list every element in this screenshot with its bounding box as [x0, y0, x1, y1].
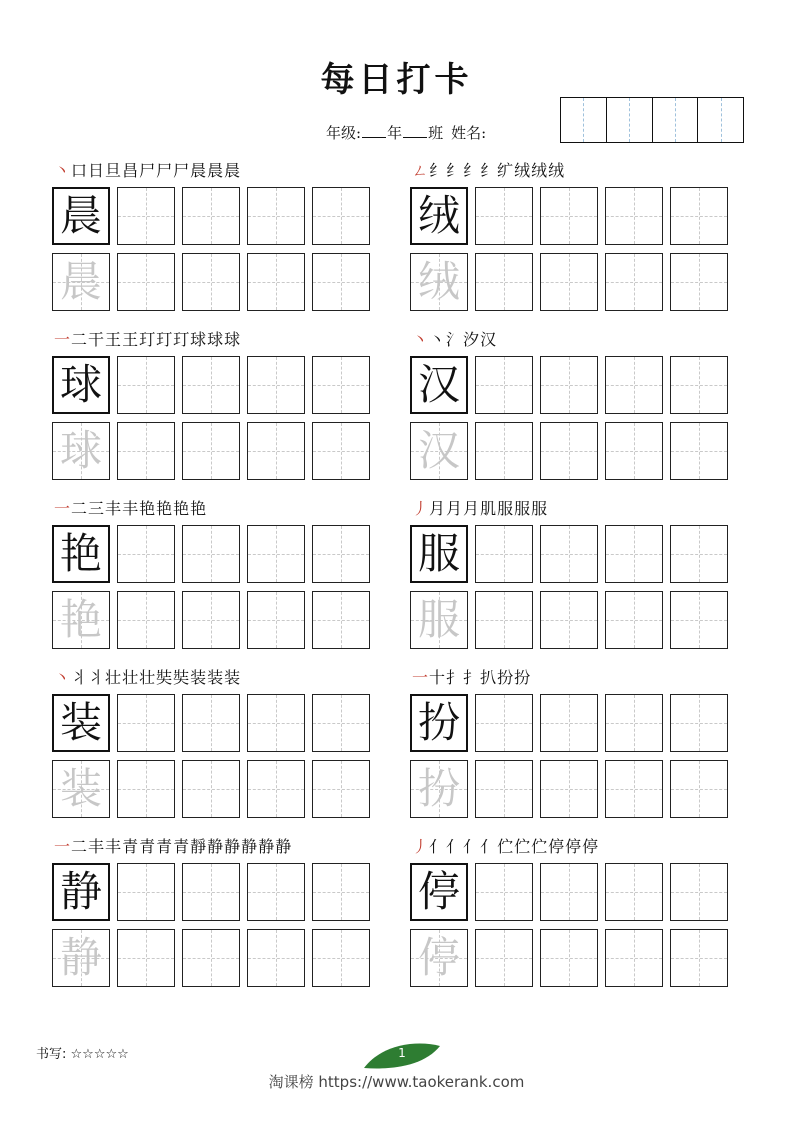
footer-site[interactable]: 淘课榜 https://www.taokerank.com [268, 1073, 525, 1091]
rating-stars[interactable]: ☆☆☆☆☆ [70, 1047, 129, 1062]
trace-character: 静 [59, 933, 102, 982]
stroke-step: 干 [88, 330, 106, 349]
writing-cell[interactable] [540, 591, 598, 649]
stroke-step: 口 [71, 161, 89, 180]
writing-cell[interactable] [117, 356, 175, 414]
writing-cell[interactable] [247, 187, 305, 245]
stroke-step: 一 [54, 837, 72, 856]
writing-cell[interactable] [312, 525, 370, 583]
stroke-step: 扌 [463, 668, 481, 687]
stroke-step: 尸 [139, 161, 157, 180]
writing-cell[interactable] [117, 422, 175, 480]
writing-cell[interactable] [182, 694, 240, 752]
stroke-step: 晨 [207, 161, 225, 180]
writing-cell[interactable] [605, 525, 663, 583]
writing-cell[interactable] [605, 422, 663, 480]
trace-row [52, 253, 377, 311]
writing-cell[interactable] [312, 591, 370, 649]
writing-cell[interactable] [247, 422, 305, 480]
stroke-step: 月 [463, 499, 481, 518]
writing-cell[interactable] [475, 863, 533, 921]
writing-cell[interactable] [117, 760, 175, 818]
stroke-step: 伫 [497, 837, 515, 856]
trace-cell [52, 929, 110, 987]
trace-character: 扮 [417, 764, 460, 813]
stroke-step: 壮 [139, 668, 157, 687]
model-cell [52, 863, 110, 921]
stroke-step: 绒 [548, 161, 566, 180]
model-row [52, 356, 377, 414]
stroke-step: 艳 [156, 499, 174, 518]
writing-cell[interactable] [182, 863, 240, 921]
stroke-step: 静 [224, 837, 242, 856]
stroke-step: 丰 [105, 499, 123, 518]
writing-cell[interactable] [182, 422, 240, 480]
stroke-step: 月 [446, 499, 464, 518]
stroke-step: 球 [224, 330, 242, 349]
stroke-step: 奘 [173, 668, 191, 687]
trace-cell [410, 253, 468, 311]
stroke-step: 丶 [54, 161, 72, 180]
model-cell [52, 525, 110, 583]
model-character: 停 [417, 867, 460, 916]
writing-cell[interactable] [117, 253, 175, 311]
model-cell [52, 187, 110, 245]
trace-cell [52, 760, 110, 818]
stroke-step: 丬 [88, 668, 106, 687]
trace-character: 球 [59, 426, 102, 475]
writing-cell[interactable] [670, 422, 728, 480]
writing-cell[interactable] [117, 929, 175, 987]
writing-cell[interactable] [605, 253, 663, 311]
writing-cell[interactable] [540, 356, 598, 414]
writing-cell[interactable] [247, 863, 305, 921]
stroke-step: 服 [497, 499, 515, 518]
stroke-step: 玎 [139, 330, 157, 349]
writing-cell[interactable] [117, 525, 175, 583]
writing-cell[interactable] [312, 694, 370, 752]
stroke-step: 纟 [429, 161, 447, 180]
name-box[interactable] [561, 98, 607, 142]
writing-cell[interactable] [182, 356, 240, 414]
stroke-step: 丰 [88, 837, 106, 856]
stroke-step: 停 [582, 837, 600, 856]
writing-cell[interactable] [475, 253, 533, 311]
writing-cell[interactable] [247, 356, 305, 414]
model-cell [410, 694, 468, 752]
stroke-order [54, 667, 241, 689]
trace-row [410, 929, 735, 987]
writing-cell[interactable] [670, 253, 728, 311]
trace-row [410, 253, 735, 311]
model-character: 绒 [417, 191, 460, 240]
model-character: 晨 [59, 191, 102, 240]
name-box[interactable] [607, 98, 653, 142]
stroke-step: 青 [173, 837, 191, 856]
writing-cell[interactable] [670, 694, 728, 752]
model-cell [410, 525, 468, 583]
stroke-step: 服 [514, 499, 532, 518]
writing-cell[interactable] [312, 187, 370, 245]
writing-rating [36, 1043, 129, 1062]
stroke-step: 艳 [173, 499, 191, 518]
stroke-step: 青 [122, 837, 140, 856]
stroke-order [54, 329, 241, 351]
model-cell [52, 694, 110, 752]
writing-cell[interactable] [247, 694, 305, 752]
writing-cell[interactable] [670, 591, 728, 649]
stroke-step: 停 [548, 837, 566, 856]
stroke-step: 扒 [480, 668, 498, 687]
stroke-step: 艳 [139, 499, 157, 518]
writing-cell[interactable] [182, 591, 240, 649]
stroke-step: 纟 [463, 161, 481, 180]
writing-cell[interactable] [182, 187, 240, 245]
stroke-step: 停 [565, 837, 583, 856]
student-info [326, 122, 486, 143]
writing-cell[interactable] [312, 253, 370, 311]
model-character: 静 [59, 867, 102, 916]
stroke-step: 亻 [429, 837, 447, 856]
trace-character: 汉 [417, 426, 460, 475]
stroke-step: 尸 [156, 161, 174, 180]
trace-character: 晨 [59, 257, 102, 306]
stroke-step: 扌 [446, 668, 464, 687]
stroke-step: 亻 [463, 837, 481, 856]
stroke-step: 汉 [480, 330, 498, 349]
stroke-step: 王 [122, 330, 140, 349]
writing-cell[interactable] [475, 760, 533, 818]
stroke-step: 氵 [446, 330, 464, 349]
stroke-step: 球 [207, 330, 225, 349]
writing-cell[interactable] [247, 591, 305, 649]
stroke-step: 丰 [105, 837, 123, 856]
model-cell [52, 356, 110, 414]
stroke-step: 装 [190, 668, 208, 687]
writing-cell[interactable] [117, 187, 175, 245]
writing-cell[interactable] [475, 591, 533, 649]
stroke-step: 亻 [480, 837, 498, 856]
stroke-order [54, 498, 207, 520]
trace-cell [410, 591, 468, 649]
model-row [52, 694, 377, 752]
stroke-step: 服 [531, 499, 549, 518]
model-row [410, 356, 735, 414]
trace-row [52, 422, 377, 480]
trace-row [410, 422, 735, 480]
stroke-step: 一 [54, 499, 72, 518]
class-label: 班 [428, 124, 444, 142]
writing-cell[interactable] [475, 356, 533, 414]
trace-row [410, 760, 735, 818]
writing-cell[interactable] [247, 525, 305, 583]
stroke-step: 奘 [156, 668, 174, 687]
stroke-step: 晨 [224, 161, 242, 180]
writing-cell[interactable] [117, 591, 175, 649]
stroke-step: 日 [88, 161, 106, 180]
stroke-step: 扮 [514, 668, 532, 687]
stroke-order [54, 160, 241, 182]
writing-cell[interactable] [117, 863, 175, 921]
trace-cell [52, 422, 110, 480]
stroke-step: 二 [71, 330, 89, 349]
model-cell [410, 863, 468, 921]
name-box[interactable] [653, 98, 699, 142]
writing-cell[interactable] [182, 253, 240, 311]
stroke-step: 壮 [122, 668, 140, 687]
writing-cell[interactable] [182, 525, 240, 583]
stroke-step: 丿 [412, 499, 430, 518]
stroke-order [54, 836, 292, 858]
stroke-step: 靜 [190, 837, 208, 856]
stroke-step: 艳 [190, 499, 208, 518]
writing-cell[interactable] [605, 187, 663, 245]
writing-cell[interactable] [475, 929, 533, 987]
stroke-step: 丶 [429, 330, 447, 349]
stroke-order [412, 329, 497, 351]
stroke-step: 王 [105, 330, 123, 349]
stroke-step: 三 [88, 499, 106, 518]
stroke-step: 纩 [497, 161, 515, 180]
writing-cell[interactable] [670, 863, 728, 921]
trace-cell [410, 760, 468, 818]
grade-blank[interactable] [362, 125, 386, 138]
stroke-step: 静 [258, 837, 276, 856]
stroke-step: 青 [156, 837, 174, 856]
stroke-step: 昌 [122, 161, 140, 180]
writing-cell[interactable] [312, 929, 370, 987]
trace-cell [52, 591, 110, 649]
stroke-step: 一 [412, 668, 430, 687]
writing-cell[interactable] [540, 525, 598, 583]
stroke-step: 丶 [412, 330, 430, 349]
writing-cell[interactable] [670, 929, 728, 987]
stroke-order [412, 836, 599, 858]
stroke-step: 绒 [514, 161, 532, 180]
stroke-step: 玎 [156, 330, 174, 349]
model-row [52, 525, 377, 583]
writing-cell[interactable] [182, 760, 240, 818]
trace-cell [410, 929, 468, 987]
stroke-step: 旦 [105, 161, 123, 180]
trace-row [52, 929, 377, 987]
stroke-step: 亻 [446, 837, 464, 856]
name-label: 姓名: [451, 124, 487, 142]
writing-cell[interactable] [670, 760, 728, 818]
name-boxes[interactable] [560, 97, 744, 143]
stroke-step: 晨 [190, 161, 208, 180]
writing-cell[interactable] [247, 929, 305, 987]
model-row [410, 525, 735, 583]
writing-cell[interactable] [117, 694, 175, 752]
stroke-step: 丿 [412, 837, 430, 856]
stroke-step: 装 [207, 668, 225, 687]
writing-cell[interactable] [182, 929, 240, 987]
writing-cell[interactable] [540, 760, 598, 818]
stroke-step: 肌 [480, 499, 498, 518]
stroke-order [412, 498, 548, 520]
stroke-step: 扮 [497, 668, 515, 687]
trace-character: 艳 [59, 595, 102, 644]
model-row [410, 187, 735, 245]
writing-cell[interactable] [312, 356, 370, 414]
model-character: 球 [59, 360, 102, 409]
stroke-step: 球 [190, 330, 208, 349]
writing-cell[interactable] [670, 356, 728, 414]
model-character: 扮 [417, 698, 460, 747]
model-row [410, 694, 735, 752]
writing-cell[interactable] [540, 422, 598, 480]
stroke-step: 装 [224, 668, 242, 687]
writing-cell[interactable] [475, 694, 533, 752]
model-cell [410, 356, 468, 414]
trace-character: 装 [59, 764, 102, 813]
writing-cell[interactable] [475, 422, 533, 480]
stroke-step: 静 [241, 837, 259, 856]
model-character: 艳 [59, 529, 102, 578]
model-row [52, 187, 377, 245]
stroke-step: 丰 [122, 499, 140, 518]
trace-cell [52, 253, 110, 311]
writing-cell[interactable] [605, 694, 663, 752]
name-box[interactable] [698, 98, 743, 142]
writing-cell[interactable] [247, 253, 305, 311]
stroke-step: 静 [275, 837, 293, 856]
writing-cell[interactable] [540, 187, 598, 245]
stroke-step: 青 [139, 837, 157, 856]
writing-cell[interactable] [475, 525, 533, 583]
stroke-step: 丬 [71, 668, 89, 687]
stroke-step: 二 [71, 499, 89, 518]
stroke-step: 玎 [173, 330, 191, 349]
trace-cell [410, 422, 468, 480]
model-cell [410, 187, 468, 245]
writing-cell[interactable] [312, 863, 370, 921]
stroke-step: 尸 [173, 161, 191, 180]
stroke-step: 伫 [514, 837, 532, 856]
model-row [410, 863, 735, 921]
trace-character: 停 [417, 933, 460, 982]
writing-cell[interactable] [540, 863, 598, 921]
rating-label: 书写: [36, 1047, 67, 1062]
page-number: 1 [398, 1046, 406, 1060]
writing-cell[interactable] [670, 187, 728, 245]
writing-cell[interactable] [605, 760, 663, 818]
stroke-order [412, 667, 531, 689]
trace-row [52, 591, 377, 649]
page-title: 每日打卡 [320, 60, 473, 100]
writing-cell[interactable] [670, 525, 728, 583]
model-character: 汉 [417, 360, 460, 409]
model-character: 服 [417, 529, 460, 578]
stroke-step: 一 [54, 330, 72, 349]
writing-cell[interactable] [312, 422, 370, 480]
stroke-step: 月 [429, 499, 447, 518]
model-row [52, 863, 377, 921]
stroke-step: 十 [429, 668, 447, 687]
writing-cell[interactable] [475, 187, 533, 245]
writing-cell[interactable] [540, 253, 598, 311]
trace-row [52, 760, 377, 818]
stroke-step: 二 [71, 837, 89, 856]
writing-cell[interactable] [540, 929, 598, 987]
writing-cell[interactable] [605, 863, 663, 921]
writing-cell[interactable] [605, 356, 663, 414]
writing-cell[interactable] [605, 929, 663, 987]
stroke-order [412, 160, 565, 182]
stroke-step: 丶 [54, 668, 72, 687]
grade-label: 年级: [326, 124, 362, 142]
stroke-step: 纟 [446, 161, 464, 180]
writing-cell[interactable] [540, 694, 598, 752]
stroke-step: ㄥ [412, 161, 430, 180]
class-blank[interactable] [403, 125, 427, 138]
stroke-step: 绒 [531, 161, 549, 180]
writing-cell[interactable] [312, 760, 370, 818]
trace-row [410, 591, 735, 649]
stroke-step: 纟 [480, 161, 498, 180]
trace-character: 绒 [417, 257, 460, 306]
trace-character: 服 [417, 595, 460, 644]
stroke-step: 伫 [531, 837, 549, 856]
stroke-step: 壮 [105, 668, 123, 687]
stroke-step: 静 [207, 837, 225, 856]
stroke-step: 汐 [463, 330, 481, 349]
writing-cell[interactable] [247, 760, 305, 818]
writing-cell[interactable] [605, 591, 663, 649]
year-label: 年 [387, 124, 403, 142]
model-character: 装 [59, 698, 102, 747]
